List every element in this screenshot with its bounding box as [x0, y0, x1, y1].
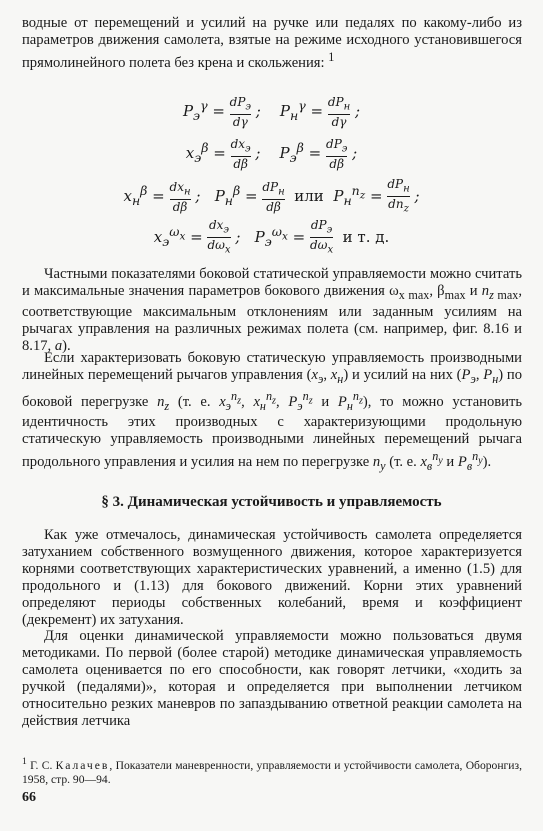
formula-line-3: $x_н^\beta$ = $dx_н$ dβ ; $P_н^\beta$ = $dP_н$ dβ или $P_н^{n_z}$ = $dP_н$ $dn_z$ ; [123, 177, 420, 215]
formula-line-4: $x_э^{\omega_x}$ = $dx_э$ $d\omega_x$ ; $P_э^{\omega_x}$ = $dP_э$ $d\omega_x$ и т. д. [153, 218, 390, 256]
formula-line-2: $x_э^\beta$ = $dx_э$ dβ ; $P_э^\beta$ = $dP_э$ dβ ; [185, 137, 358, 172]
paragraph-2: Если характеризовать боковую статическую управляемость производными линейных перемещений рычагов управления ($x_э$, $x_н$) и усилий на них ($P_э$, $P_н$) по боковой перегрузке $n_z$ (т. е. $x_э^{n_z}$, $x_н^{n_z}$, $P_э^{n_z}$ и $P_н^{n_z}$), то можно установить идентичность этих производных с характеризующими продольную статическую управляемость производными линейных перемещений рычага продольного управления и усилия на нем по перегрузке $n_y$ (т. е. $x_в^{n_y}$ и $P_в^{n_y}$). [22, 350, 523, 473]
paragraph-1: Частными показателями боковой статической управляемости можно считать и максимальные значения параметров бокового движения $\omega_{x max}$, $\beta_{max}$ и $n_z$ $_{max}$, соответствующие максимальным отклонениям или заданным усилиям на рычагах управления на различных режимах полета (см. например, фиг. 8.16 и 8.17, а). [22, 266, 523, 354]
footnote: $^1$ Г. С. Калачев, Показатели маневренности, управляемости и устойчивости самолета, Оборонгиз, 1958, стр. 90—94. [22, 756, 522, 786]
section-heading: § 3. Динамическая устойчивость и управляемость [101, 494, 442, 510]
paragraph-4: Для оценки динамической управляемости можно пользоваться двумя методиками. По первой (более старой) методике динамическая управляемость самолета оценивается по его способности, как говорят летчики, «ходить за ручкой (педалями)», которая и определяется при выполнении летчиком относительно резких маневров по запаздыванию ответной реакции самолета на действия летчика [22, 628, 522, 729]
intro-paragraph: водные от перемещений и усилий на ручке или педалях по какому-либо из параметров движения самолета, взятые на режиме исходного установившегося прямолинейного полета без крена и скольжения: $^1$ [22, 15, 522, 71]
formula-line-1: $P_э^\gamma$ = $dP_э$ dγ ; $P_н^\gamma$ = $dP_н$ dγ ; [182, 95, 361, 130]
page-number: 66 [22, 790, 36, 805]
paragraph-3: Как уже отмечалось, динамическая устойчивость самолета определяется затуханием собственного возмущенного движения, которое характеризуется корнями соответствующих характеристических уравнений, а именно (1.5) для продольного и (1.13) для бокового движений. Корни этих уравнений определяют периоды собственных колебаний, время и коэффициент (декремент) их затухания. [22, 527, 522, 628]
